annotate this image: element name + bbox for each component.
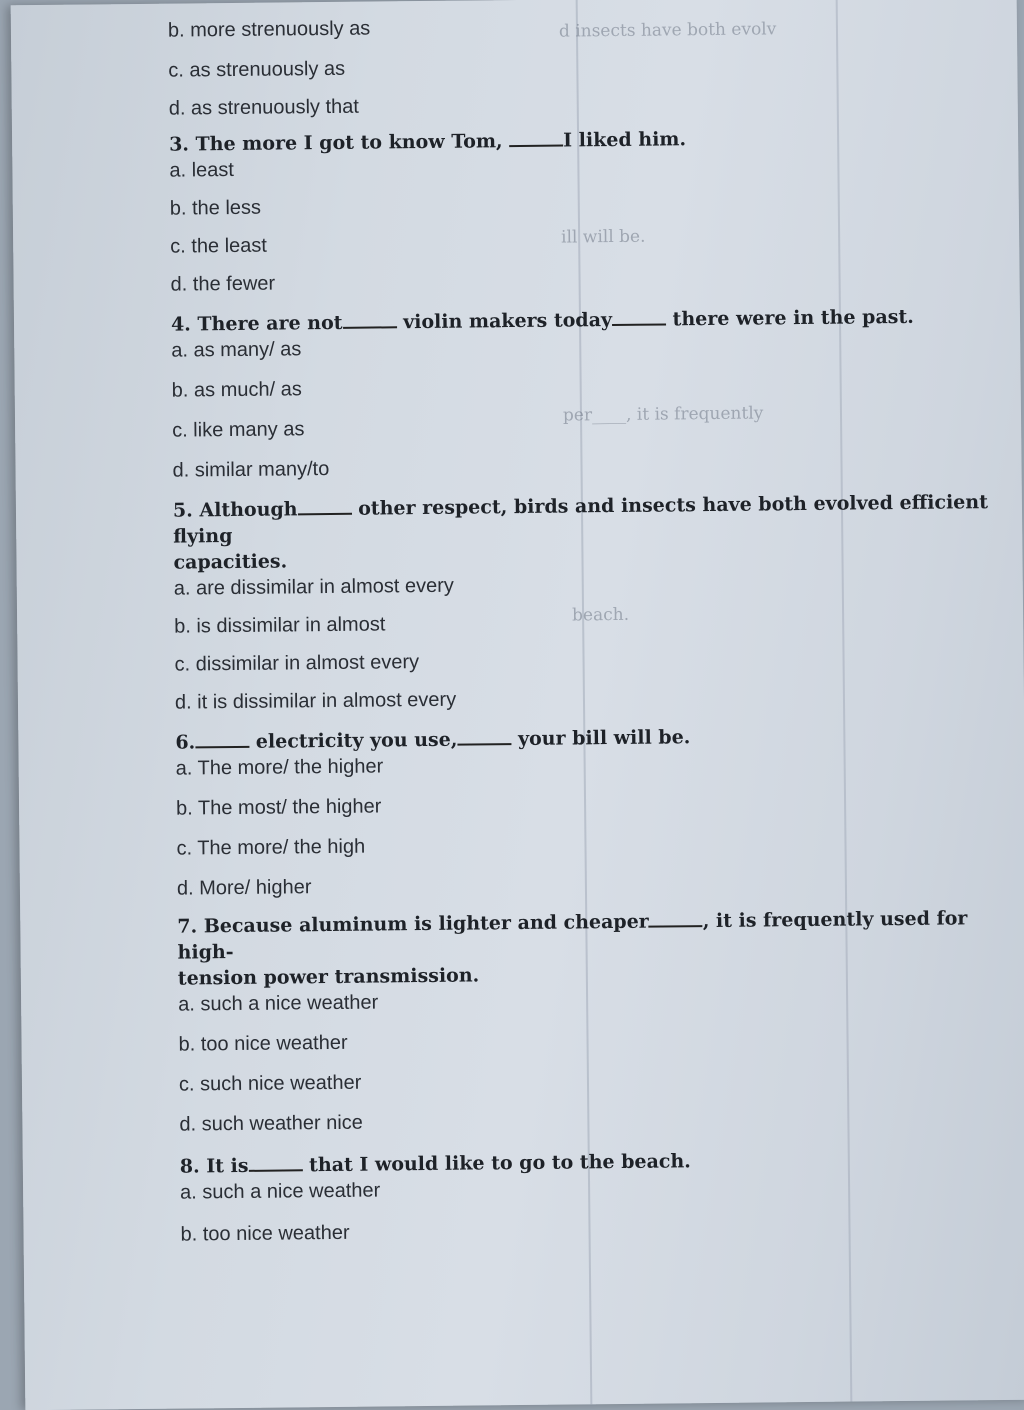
- option-a[interactable]: a. such a nice weather: [178, 991, 379, 1016]
- option-c[interactable]: c. dissimilar in almost every: [174, 651, 420, 676]
- option-a[interactable]: a. least: [169, 158, 235, 182]
- option-d[interactable]: d. as strenuously that: [168, 95, 359, 120]
- answer-blank: [297, 497, 351, 516]
- option-d[interactable]: d. the fewer: [170, 272, 276, 296]
- question-stem: 6. electricity you use, your bill will be.: [175, 726, 691, 754]
- worksheet-page: [11, 0, 1024, 1410]
- question-stem: 4. There are not violin makers today there were in the past.: [170, 305, 914, 336]
- option-d[interactable]: d. such weather nice: [179, 1111, 363, 1136]
- bleed-through-text: ill will be.: [561, 226, 646, 248]
- option-c[interactable]: c. the least: [170, 234, 268, 258]
- questions-list: [168, 9, 1021, 1248]
- question-2: [168, 9, 1009, 122]
- answer-blank: [195, 730, 249, 749]
- question-7: [177, 905, 1019, 1138]
- option-a[interactable]: a. are dissimilar in almost every: [173, 574, 454, 600]
- bleed-through-text: per____, it is frequently: [562, 403, 764, 426]
- question-stem: 5. Although other respect, birds and insects have both evolved efficient flying capacities.: [172, 491, 989, 574]
- question-3: [169, 123, 1011, 298]
- option-b[interactable]: b. is dissimilar in almost: [174, 613, 386, 638]
- question-8: [180, 1145, 1021, 1248]
- answer-blank: [342, 310, 396, 329]
- answer-blank: [649, 909, 703, 928]
- question-stem: 8. It is that I would like to go to the beach.: [179, 1150, 691, 1178]
- option-b[interactable]: b. too nice weather: [180, 1221, 350, 1246]
- option-b[interactable]: b. the less: [169, 196, 262, 220]
- bleed-through-text: beach.: [571, 604, 630, 626]
- option-c[interactable]: c. such nice weather: [178, 1071, 362, 1096]
- question-5: [173, 489, 1015, 716]
- question-stem: 3. The more I got to know Tom, I liked him.: [169, 128, 687, 156]
- option-b[interactable]: b. too nice weather: [178, 1031, 348, 1056]
- answer-blank: [248, 1153, 302, 1172]
- option-b[interactable]: b. The most/ the higher: [175, 795, 382, 820]
- question-6: [175, 721, 1017, 902]
- bleed-through-text: d insects have both evolv: [558, 19, 777, 42]
- option-d[interactable]: d. it is dissimilar in almost every: [174, 688, 457, 714]
- question-stem: 7. Because aluminum is lighter and cheaper , it is frequently used for high- tension power transmission.: [177, 907, 968, 990]
- option-a[interactable]: a. such a nice weather: [179, 1179, 381, 1204]
- option-b[interactable]: b. as much/ as: [171, 378, 302, 402]
- question-4: [171, 303, 1013, 484]
- option-c[interactable]: c. as strenuously as: [168, 57, 346, 82]
- option-d[interactable]: d. similar many/to: [172, 457, 330, 482]
- answer-blank: [612, 307, 666, 326]
- option-d[interactable]: d. More/ higher: [176, 876, 312, 900]
- option-a[interactable]: a. The more/ the higher: [175, 755, 384, 780]
- answer-blank: [457, 727, 511, 746]
- option-c[interactable]: c. The more/ the high: [176, 835, 366, 860]
- option-a[interactable]: a. as many/ as: [171, 338, 302, 362]
- option-c[interactable]: c. like many as: [172, 418, 305, 442]
- answer-blank: [509, 129, 563, 148]
- option-b[interactable]: b. more strenuously as: [167, 17, 371, 42]
